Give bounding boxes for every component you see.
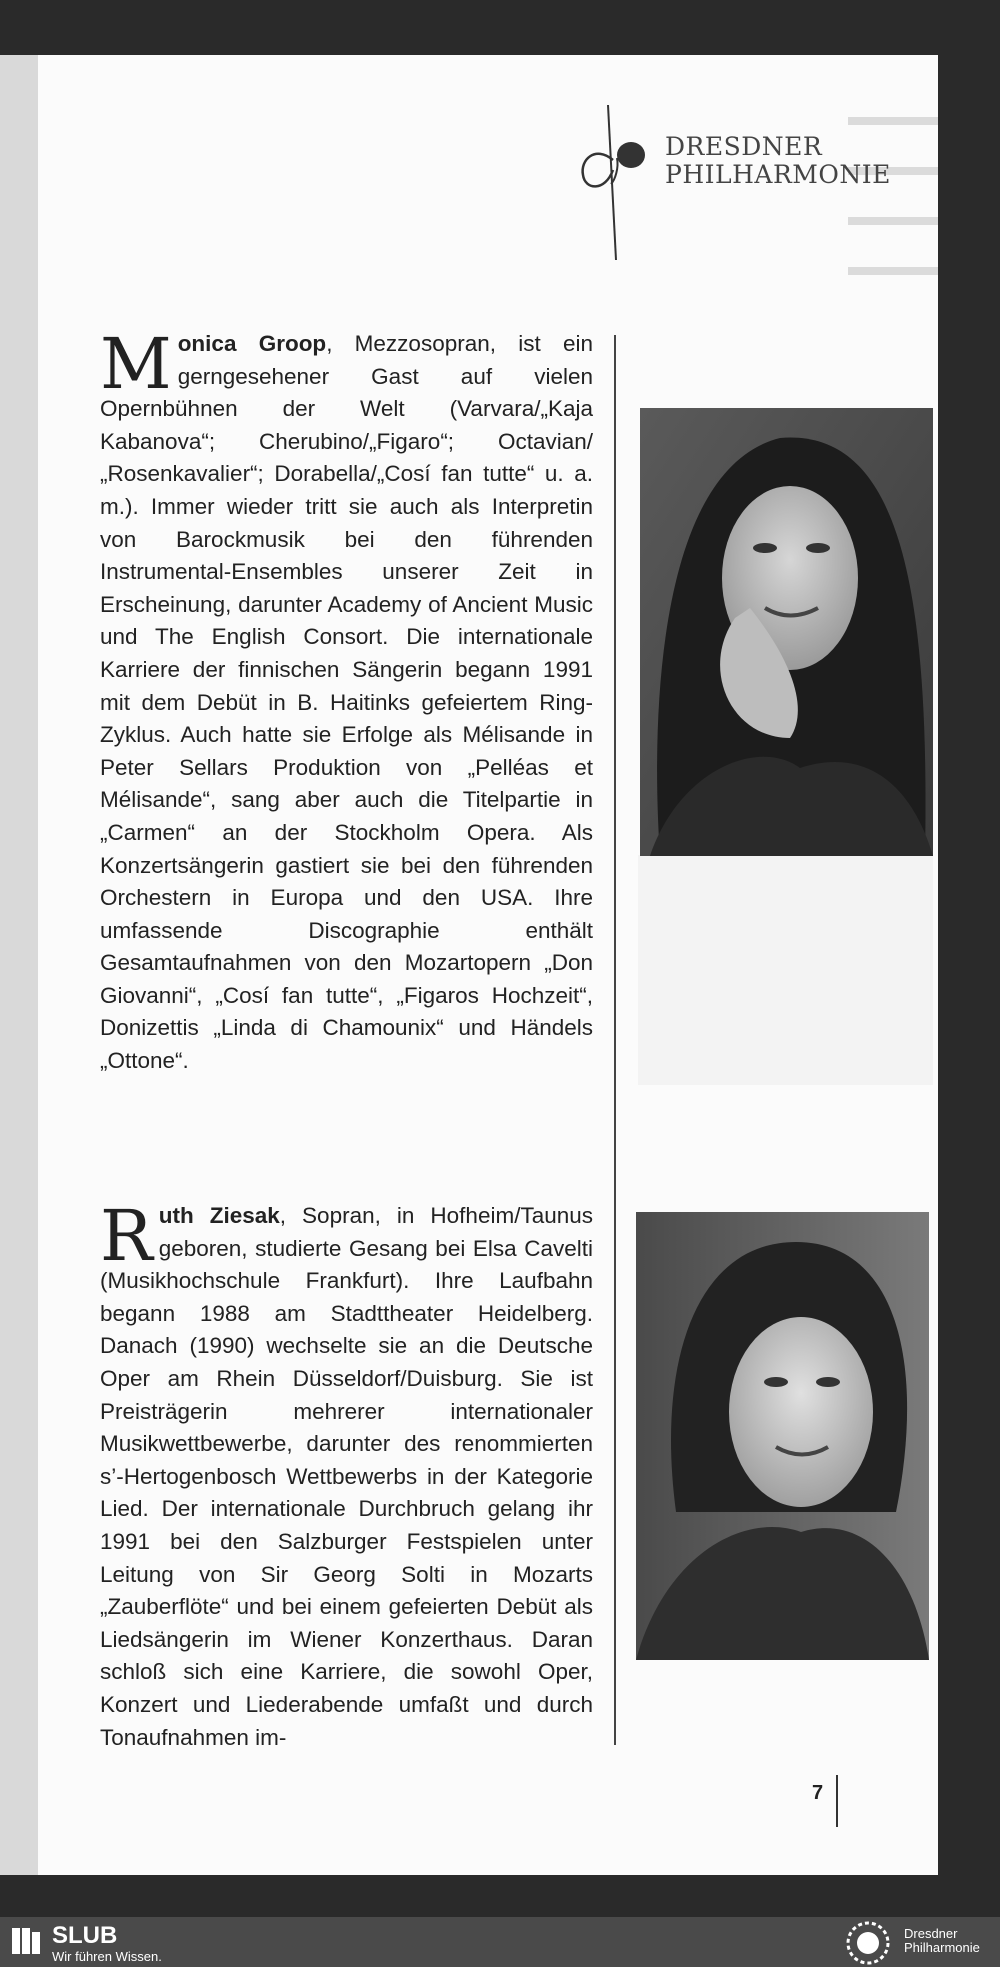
dropcap: M <box>100 323 172 405</box>
partner-name[interactable] <box>904 1927 980 1955</box>
bleed-mark <box>638 855 933 1085</box>
bio-paragraph <box>100 323 593 1078</box>
singer-name: uth Ziesak <box>158 1203 280 1228</box>
page-number-rule <box>836 1775 838 1827</box>
library-tagline: Wir führen Wissen. <box>52 1949 162 1964</box>
bio-text: , Sopran, in Hofheim/Taunus geboren, studierte Gesang bei Elsa Cavelti (Musikhochschule Frankfurt). Ihre Laufbahn begann 1988 am Stadttheater Heidelberg. Danach (1990) wechselte sie an die Deutsche Oper am Rhein Düsseldorf/Duisburg. Sie ist Preisträgerin mehrerer internationaler Musikwettbewerbe, darunter des renommierten s’-Hertogenbosch Wettbewerbs in der Kategorie Lied. Der internationale Durchbruch gelang ihr 1991 bei den Salzburger Festspielen unter Leitung von Sir Georg Solti in Mozarts „Zauberflöte“ und bei einem gefeierten Debüt als Liedsängerin im Wiener Konzerthaus. Daran schloß sich eine Karriere, die sowohl Oper, Konzert und Liederabende umfaßt und durch Tonaufnahmen im- <box>100 1203 593 1750</box>
library-name[interactable]: SLUB <box>52 1922 118 1949</box>
bio-monica-groop <box>100 323 593 1078</box>
page-number: 7 <box>812 1782 824 1804</box>
logo-line-1: DRESDNER <box>665 132 823 161</box>
logo-wordmark <box>665 133 891 189</box>
logo-line-2: PHILHARMONIE <box>665 160 891 189</box>
bio-ruth-ziesak <box>100 1195 593 1754</box>
footer-bar <box>0 1917 1000 1967</box>
bio-text: , Mezzosopran, ist ein gerngesehener Gast auf vielen Opernbühnen der Welt (Varvara/„Kaja Kabanova“; Cherubino/„Figaro“; Octavian/„Rosenkavalier“; Dorabella/„Cosí fan tutte“ u. a. m.). Immer wieder tritt sie auch als Interpretin von Barockmusik bei den führenden Instrumental-Ensembles unserer Zeit in Erscheinung, darunter Academy of Ancient Music und The English Consort. Die internationale Karriere der finnischen Sängerin begann 1991 mit dem Debüt in B. Haitinks gefeiertem Ring-Zyklus. Auch hatte sie Erfolge als Mélisande in Peter Sellars Produktion von „Pelléas et Mélisande“, sang aber auch die Titelpartie in „Carmen“ an der Stockholm Opera. Als Konzertsängerin gastiert sie bei den führenden Orchestern in Europa und den USA. Ihre umfassende Discographie enthält Gesamtaufnahmen von den Mozartopern „Don Giovanni“, „Cosí fan tutte“, „Figaros Hochzeit“, Donizettis „Linda di Chamounix“ und Händels „Ottone“. <box>100 331 593 1074</box>
slub-logo-icon <box>12 1928 42 1954</box>
portrait-photo <box>640 408 933 856</box>
partner-line-2: Philharmonie <box>904 1940 980 1955</box>
bio-paragraph <box>100 1195 593 1754</box>
partner-line-1: Dresdner <box>904 1926 958 1941</box>
column-divider <box>614 335 616 1745</box>
dropcap: R <box>100 1195 153 1277</box>
singer-name: onica Groop <box>177 331 327 356</box>
scan-page-edge <box>0 55 38 1875</box>
portrait-photo <box>636 1212 929 1660</box>
philharmonie-seal-icon <box>840 1921 896 1965</box>
